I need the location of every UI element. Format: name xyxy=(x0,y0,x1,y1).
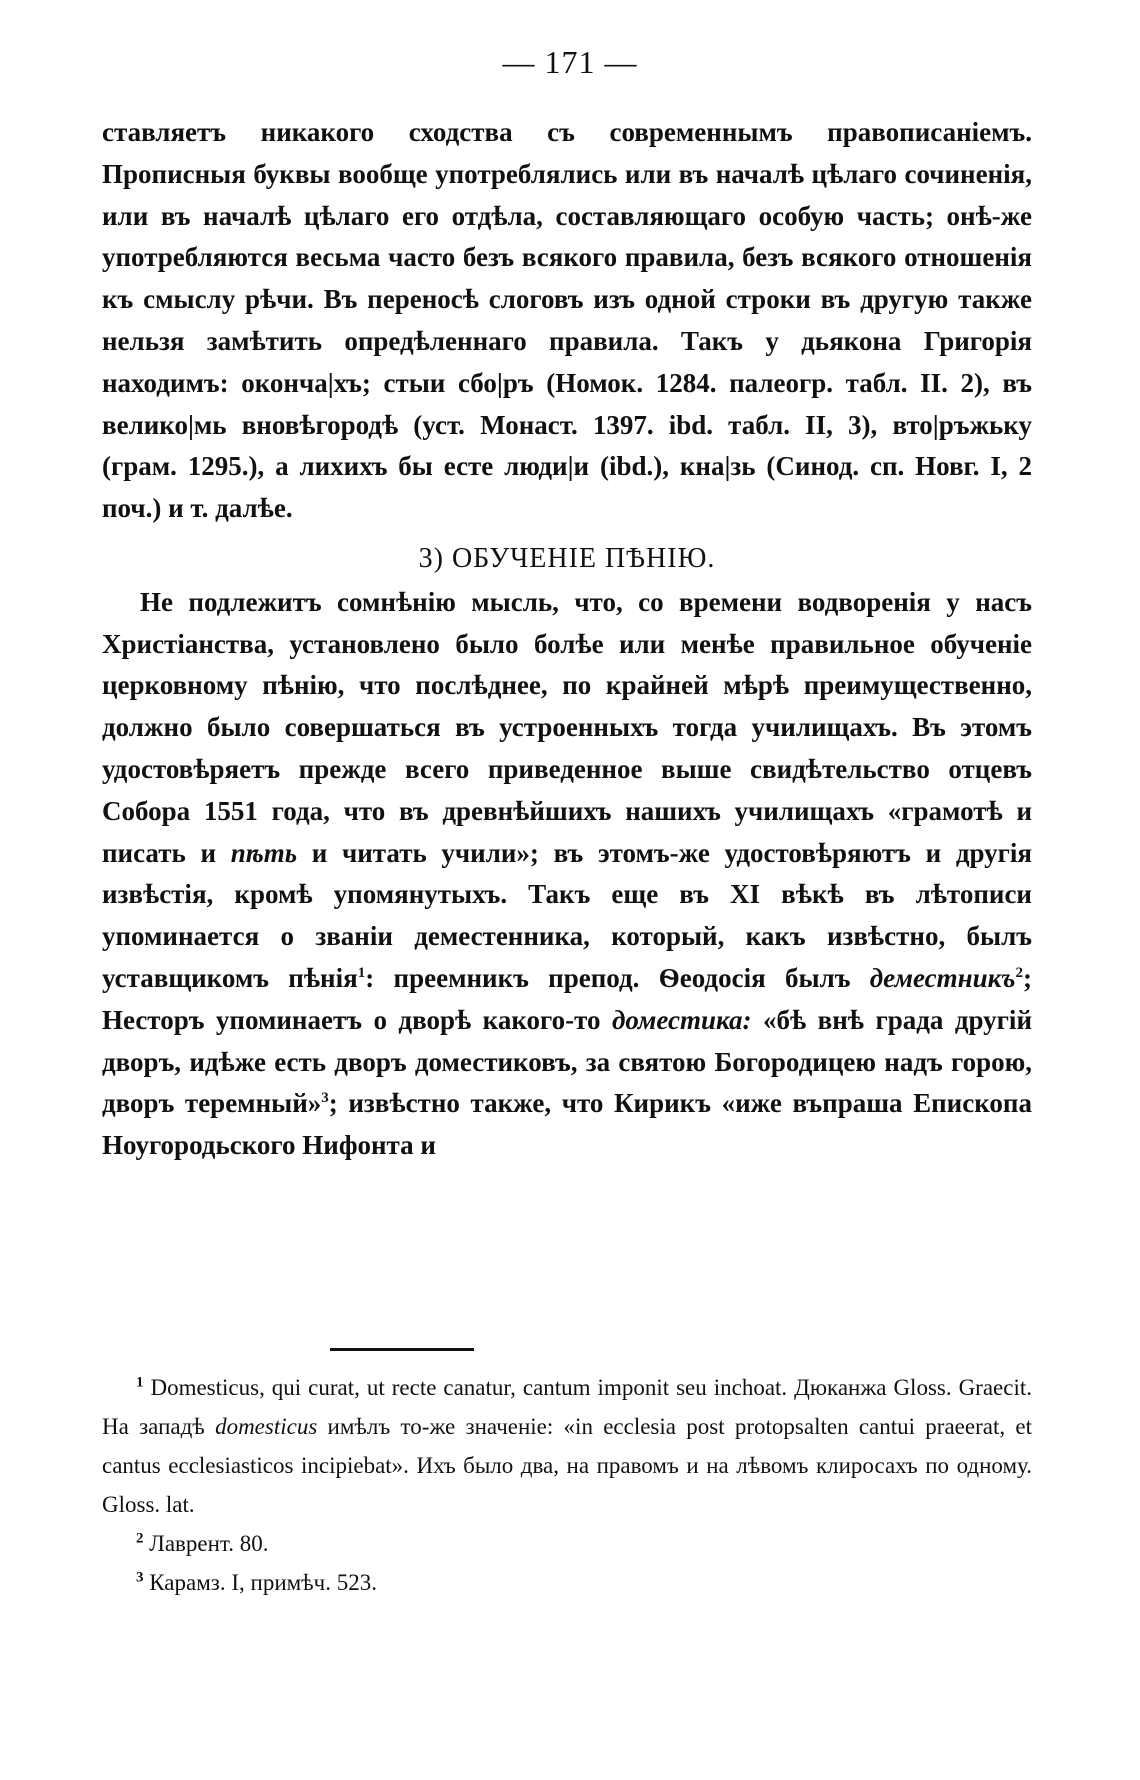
paragraph-2-text: ; извѣстно также, что Кирикъ «иже въпраша Епископа Ноугородьского Нифонта и xyxy=(102,1088,1032,1161)
paragraph-2-text: «бѣ внѣ града другій дворъ, идѣже есть дворъ доместиковъ, за святою Богородицею надъ горою, дворъ теремный» xyxy=(102,1004,1032,1119)
paragraph-2-text: Не подлежитъ сомнѣнію мысль, что, со времени водворенія у насъ Христіанства, установлено было болѣе или менѣе правильное обученіе церковному пѣнію, что послѣднее, по крайней мѣрѣ преимущественно, должно было совершаться въ устроенныхъ тогда училищахъ. Въ этомъ удостовѣряетъ прежде всего приведенное выше свидѣтельство отцевъ Собора 1551 года, что въ древнѣйшихъ нашихъ училищахъ «грамотѣ и писать и xyxy=(102,586,1032,868)
footnote-ref-2: 2 xyxy=(1015,964,1023,981)
footnote-text: Лаврент. 80. xyxy=(143,1531,269,1556)
footnote-mark: 1 xyxy=(136,1374,144,1391)
paragraph-2-text: ; Несторъ упоминаетъ о дворѣ какого-то xyxy=(102,962,1032,1035)
footnote-separator xyxy=(330,1348,474,1351)
footnote-2 xyxy=(102,1524,1032,1563)
footnote-mark: 2 xyxy=(136,1530,144,1547)
footnote-3 xyxy=(102,1563,1032,1602)
footnote-italic: domesticus xyxy=(215,1414,318,1439)
paragraph-2-text: : преемникъ препод. Ѳеодосія былъ xyxy=(365,962,870,993)
paragraph-2 xyxy=(102,582,1032,1167)
footnote-text: Карамз. I, примѣч. 523. xyxy=(143,1570,377,1595)
footnotes xyxy=(102,1368,1032,1602)
footnote-text: имѣлъ то-же значеніе: «in ecclesia post protopsalten cantui praeerat, et cantus ecclesiasticos incipiebat». Ихъ было два, на правомъ и на лѣвомъ клиросахъ по одному. Gloss. lat. xyxy=(102,1414,1032,1517)
footnote-text: Domesticus, qui curat, ut recte canatur, cantum imponit seu inchoat. Дюканжа Gloss. Graecit. На западѣ xyxy=(102,1375,1032,1439)
footnote-ref-3: 3 xyxy=(321,1090,329,1107)
section-heading: 3) ОБУЧЕНІЕ ПѢНІЮ. xyxy=(418,542,716,574)
footnote-ref-1: 1 xyxy=(357,964,366,981)
italic-term: деместникъ xyxy=(869,962,1016,993)
italic-term: пѣть xyxy=(230,837,298,868)
paragraph-2-text: и читать учили»; въ этомъ-же удостовѣряютъ и другія извѣстія, кромѣ упомянутыхъ. Такъ еще въ XI вѣкѣ въ лѣтописи упоминается о званіи деместенника, который, какъ извѣстно, былъ уставщикомъ пѣнія xyxy=(102,837,1033,993)
footnote-mark: 3 xyxy=(136,1569,144,1586)
italic-term: доместика: xyxy=(611,1004,752,1035)
main-text xyxy=(102,112,1032,1167)
footnote-1 xyxy=(102,1368,1032,1524)
paragraph-1: ставляетъ никакого сходства съ современнымъ правописаніемъ. Прописныя буквы вообще употреблялись или въ началѣ цѣлаго сочиненія, или въ началѣ цѣлаго его отдѣла, составляющаго особую часть; онѣ-же употребляются весьма часто безъ всякого правила, безъ всякого отношенія къ смыслу рѣчи. Въ переносѣ слоговъ изъ одной строки въ другую также нельзя замѣтить опредѣленнаго правила. Такъ у дьякона Григорія находимъ: оконча|хъ; стыи сбо|ръ (Номок. 1284. палеогр. табл. II. 2), въ велико|мь вновѣгородѣ (уст. Монаст. 1397. ibd. табл. II, 3), вто|ръжьку (грам. 1295.), а лихихъ бы есте люди|и (ibd.), кна|зь (Синод. сп. Новг. I, 2 поч.) и т. далѣе. xyxy=(102,117,1032,524)
page-number: — 171 — xyxy=(502,44,638,80)
